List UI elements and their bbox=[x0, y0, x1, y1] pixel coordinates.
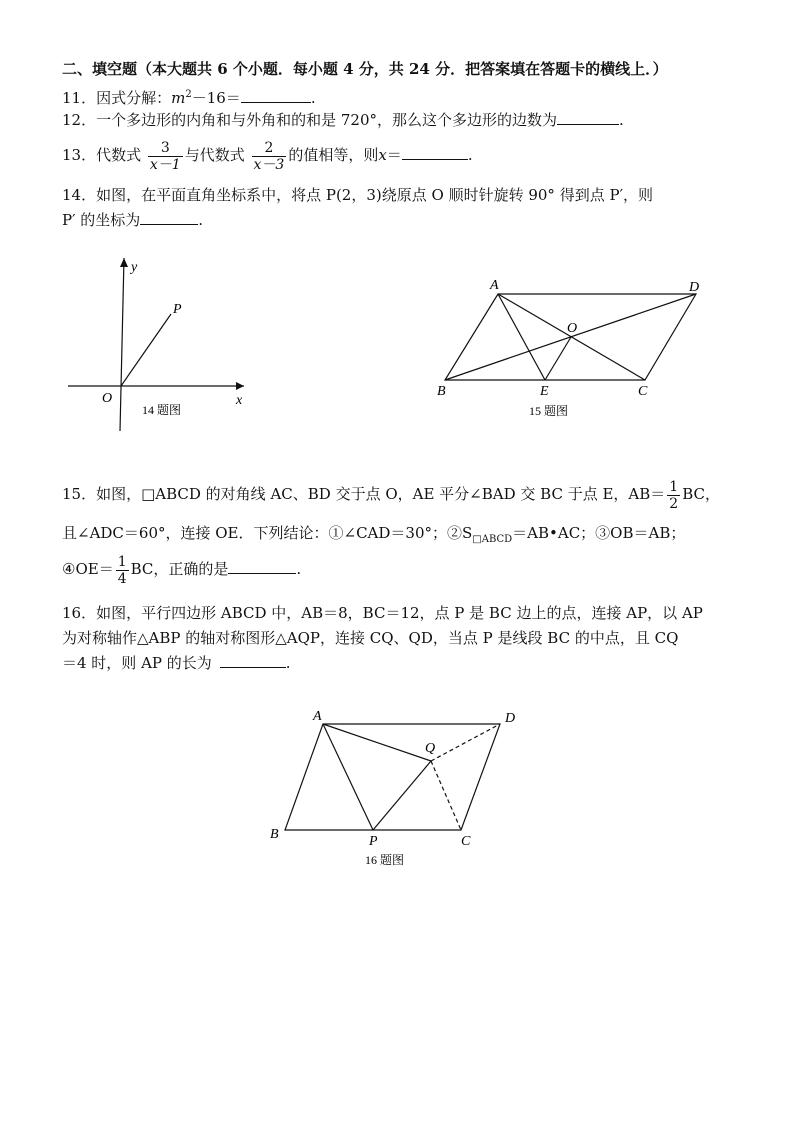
q16-end: . bbox=[285, 654, 291, 672]
q11-variable: m bbox=[171, 89, 186, 107]
fig14-caption: 14 题图 bbox=[142, 403, 182, 417]
fig16-label-d: D bbox=[505, 711, 516, 726]
fig14-label-p: P bbox=[173, 302, 182, 317]
fig15-label-c: C bbox=[638, 384, 648, 399]
q16-text-1: 如图，平行四边形 ABCD 中，AB＝8，BC＝12，点 P 是 BC 边上的点，连接 AP，以 AP bbox=[96, 604, 703, 622]
q13-end: . bbox=[467, 146, 473, 164]
q15-text-2b: ＝AB•AC；③OB＝AB； bbox=[512, 524, 686, 542]
q16-number: 16． bbox=[62, 604, 97, 622]
q15-fraction-half-numerator: 1 bbox=[669, 478, 679, 495]
q13-text-3: 的值相等，则 bbox=[288, 146, 379, 164]
q13-text-2: 与代数式 bbox=[184, 146, 245, 164]
fig15-label-b: B bbox=[437, 384, 446, 399]
q15-number: 15． bbox=[62, 485, 97, 503]
fig16-segment-qd bbox=[431, 724, 500, 761]
fig16-label-a: A bbox=[313, 709, 322, 724]
fig15-label-d: D bbox=[689, 280, 700, 295]
fig16-label-c: C bbox=[461, 834, 471, 849]
q15-text-1b: BC， bbox=[682, 485, 720, 503]
q13-fraction-2-denominator: x－3 bbox=[253, 156, 285, 173]
q16-text-3: ＝4 时，则 AP 的长为 bbox=[62, 654, 212, 672]
q12-text: 一个多边形的内角和与外角和的和是 720°，那么这个多边形的边数为 bbox=[96, 111, 557, 129]
q13-text-1: 代数式 bbox=[96, 146, 142, 164]
q15-text-3a: ④OE＝ bbox=[62, 560, 114, 578]
q14-end: . bbox=[198, 211, 204, 229]
fig15-label-a: A bbox=[490, 278, 499, 293]
q14-number: 14． bbox=[62, 186, 97, 204]
fig16-segment-qc bbox=[431, 761, 461, 830]
q15-fraction-quarter-numerator: 1 bbox=[117, 553, 127, 570]
q13-number: 13． bbox=[62, 146, 97, 164]
q15-fraction-half-denominator: 2 bbox=[669, 495, 679, 512]
q15-fraction-quarter-denominator: 4 bbox=[117, 570, 127, 587]
fig14-label-o: O bbox=[102, 391, 113, 406]
fig16-segment-ap bbox=[323, 724, 373, 830]
q15-end: . bbox=[296, 560, 302, 578]
q13-variable: x bbox=[378, 146, 387, 164]
q11-exponent: 2 bbox=[185, 89, 192, 100]
q14-text-2: P′ 的坐标为 bbox=[62, 211, 141, 229]
fig14-label-y: y bbox=[131, 260, 138, 275]
q12-number: 12． bbox=[62, 111, 97, 129]
q12-end: . bbox=[619, 111, 624, 129]
fig16-segment-aq bbox=[323, 724, 431, 761]
section-header: 二、填空题（本大题共 6 个小题．每小题 4 分，共 24 分．把答案填在答题卡的横线上．） bbox=[62, 60, 668, 78]
q15-area-subscript: □ABCD bbox=[472, 534, 513, 545]
q13-equals: ＝ bbox=[386, 146, 402, 164]
q15-text-2: 且∠ADC＝60°，连接 OE．下列结论：①∠CAD＝30°；②S bbox=[62, 524, 473, 542]
q16-text-2: 为对称轴作△ABP 的轴对称图形△AQP，连接 CQ、QD，当点 P 是线段 BC 的中点，且 CQ bbox=[62, 629, 679, 647]
fig16-label-b: B bbox=[270, 827, 279, 842]
q13-fraction-1-numerator: 3 bbox=[148, 140, 183, 157]
q11-expression: －16＝ bbox=[191, 89, 241, 107]
q13-fraction-2-numerator: 2 bbox=[252, 140, 287, 157]
fig16-label-p: P bbox=[369, 834, 378, 849]
q11-number: 11． bbox=[62, 89, 97, 107]
fig16-label-q: Q bbox=[425, 741, 436, 756]
q11-end: . bbox=[310, 89, 316, 107]
fig15-label-e: E bbox=[540, 384, 549, 399]
fig16-parallelogram bbox=[285, 724, 500, 830]
fig14-label-x: x bbox=[236, 393, 243, 408]
q11-prefix: 因式分解： bbox=[96, 89, 172, 107]
fig16-caption: 16 题图 bbox=[365, 853, 405, 867]
q14-text-1: 如图，在平面直角坐标系中，将点 P(2，3)绕原点 O 顺时针旋转 90° 得到点 P′，则 bbox=[96, 186, 653, 204]
q15-text-3b: BC，正确的是 bbox=[130, 560, 229, 578]
fig15-caption: 15 题图 bbox=[529, 404, 569, 418]
q13-fraction-1-denominator: x－1 bbox=[149, 156, 181, 173]
fig15-label-o: O bbox=[567, 321, 578, 336]
q15-text-1a: 如图，□ABCD 的对角线 AC、BD 交于点 O，AE 平分∠BAD 交 BC 于点 E，AB＝ bbox=[96, 485, 666, 503]
fig16-segment-pq bbox=[373, 761, 431, 830]
